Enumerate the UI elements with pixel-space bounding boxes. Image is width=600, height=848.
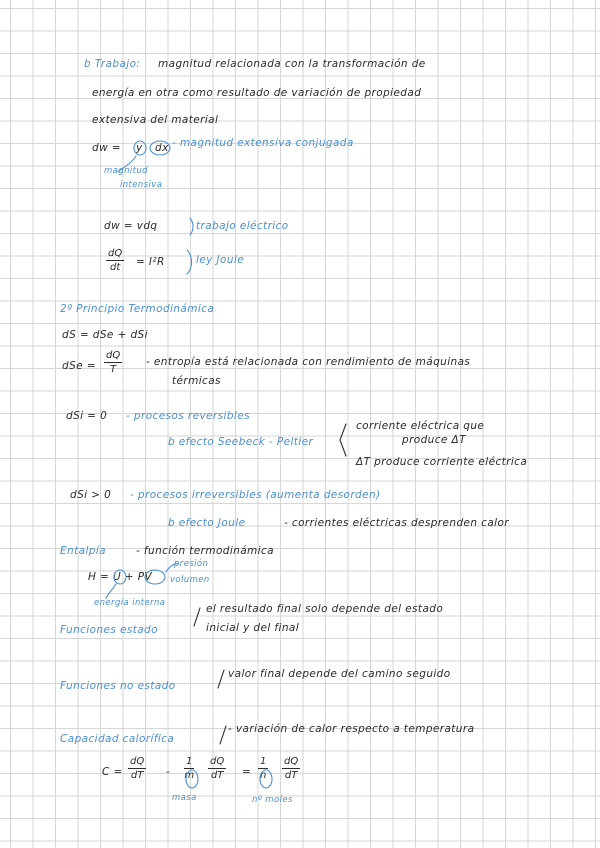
enthalpy-note: - función termodinámica [136,545,275,557]
non-state-functions-note: valor final depende del camino seguido [228,668,451,680]
work-formula-lhs: dw = [92,142,121,154]
capacity-minus: - [166,766,171,778]
irreversible-note: - procesos irreversibles (aumenta desorden) [130,489,381,501]
internal-energy-label: energía interna [94,598,166,608]
circle-mark-icon [134,141,146,155]
state-functions-note-1: el resultado final solo depende del estado [206,603,444,615]
pressure-label: presión [174,559,209,569]
capacity-fraction-3-den: dT [210,770,224,781]
circle-mark-icon [150,141,170,155]
capacity-fraction-2-num: 1 [186,756,193,767]
seebeck-peltier: b efecto Seebeck - Peltier [168,436,314,448]
arrow-icon [106,584,116,598]
joule-law-note: ley Joule [196,254,245,266]
second-law-heading: 2º Principio Termodinámica [60,303,215,315]
capacity-equals: = [242,766,252,778]
work-formula-y: y [136,142,143,154]
entropy-note-2: térmicas [172,375,221,387]
bracket-icon [220,726,226,744]
joule-effect: b efecto Joule [168,517,246,529]
bracket-icon [340,424,346,456]
conjugate-note: - magnitud extensiva conjugada [172,137,354,149]
joule-effect-note: - corrientes eléctricas desprenden calor [284,517,510,529]
electric-work-formula: dw = vdq [104,220,158,232]
capacity-fraction-5-num: dQ [284,756,299,767]
dse-lhs: dSe = [62,360,96,372]
volume-label: volumen [170,575,210,585]
intensive-note-1: magnitud [104,166,148,176]
bracket-icon [218,670,224,688]
brace-icon [187,250,192,274]
intensive-note-2: intensiva [120,180,163,190]
enthalpy-heading: Entalpía [60,545,106,557]
joule-fraction-num: dQ [108,248,123,259]
capacity-fraction-5-den: dT [284,770,298,781]
seebeck-option-1a: corriente eléctrica que [356,420,485,432]
bracket-icon [190,218,193,235]
heat-capacity-note: - variación de calor respecto a temperatura [228,723,475,735]
heat-capacity-heading: Capacidad calorífica [60,733,175,745]
capacity-fraction-2-den: m [184,770,195,781]
capacity-fraction-1-num: dQ [130,756,145,767]
electric-work-note: trabajo eléctrico [196,220,289,232]
bracket-icon [194,608,200,626]
entropy-note-1: - entropía está relacionada con rendimiento de máquinas [146,356,471,368]
arrow-icon [166,564,178,572]
circle-mark-icon [260,770,272,788]
joule-fraction-den: dt [109,262,121,273]
trabajo-heading: b Trabajo: [84,58,141,70]
entropy-sum-formula: dS = dSe + dSi [62,329,148,341]
seebeck-option-1b: produce ΔT [402,434,466,446]
capacity-fraction-4-num: 1 [260,756,267,767]
mass-label: masa [172,793,197,803]
trabajo-line-1: magnitud relacionada con la transformación de [158,58,426,70]
capacity-fraction-3-num: dQ [210,756,225,767]
circle-mark-icon [186,770,198,788]
work-formula-dx: dx [155,142,169,154]
state-functions-heading: Funciones estado [60,624,158,636]
non-state-functions-heading: Funciones no estado [60,680,176,692]
circle-mark-icon [145,570,165,584]
circle-mark-icon [114,570,126,584]
trabajo-line-3: extensiva del material [92,114,219,126]
moles-label: nº moles [252,795,293,805]
state-functions-note-2: inicial y del final [206,622,300,634]
trabajo-line-2: energía en otra como resultado de variación de propiedad [92,87,422,99]
capacity-fraction-4-den: n [260,770,267,781]
dse-fraction-den: T [110,364,117,375]
seebeck-option-2: ΔT produce corriente eléctrica [356,456,528,468]
capacity-lhs: C = [102,766,123,778]
capacity-fraction-1-den: dT [130,770,144,781]
reversible-note: - procesos reversibles [126,410,250,422]
dsi-positive-formula: dSi > 0 [70,489,112,501]
dse-fraction-num: dQ [106,350,121,361]
enthalpy-formula: H = U + PV [88,571,153,583]
joule-formula-rhs: = I²R [136,256,165,268]
arrow-icon [118,156,136,172]
dsi-zero-formula: dSi = 0 [66,410,108,422]
